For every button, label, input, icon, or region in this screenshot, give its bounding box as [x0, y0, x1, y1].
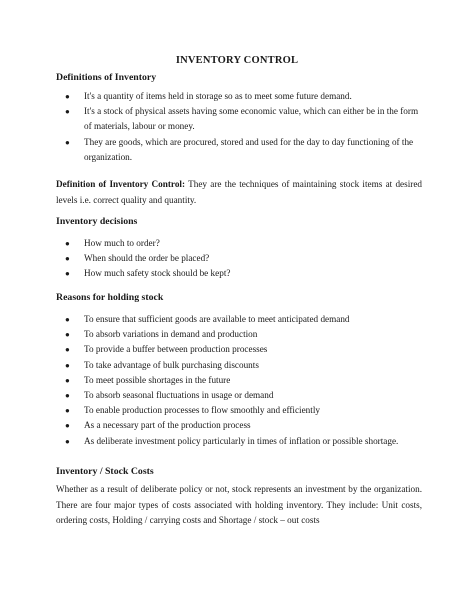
control-definition-paragraph	[56, 177, 422, 208]
list-item	[56, 327, 420, 342]
list-item	[56, 266, 420, 281]
bullet-icon: ●	[65, 330, 70, 340]
list-item	[56, 251, 420, 266]
bullet-icon: ●	[65, 436, 70, 446]
bullet-icon: ●	[65, 375, 70, 385]
costs-paragraph: Whether as a result of deliberate policy or not, stock represents an investment by the organization. There are four major types of costs associated with holding inventory. They include: Unit costs, ordering costs, Holding / carrying costs and Shortage / stock – out costs	[56, 484, 422, 526]
list-item-text: They are goods, which are procured, stored and used for the day to day functioning of the organization.	[84, 136, 414, 162]
bullet-icon: ●	[65, 92, 70, 101]
list-item	[56, 418, 420, 433]
list-item-text: When should the order be placed?	[84, 253, 210, 264]
list-item	[56, 312, 420, 327]
list-item-text: It's a stock of physical assets having some economic value, which can either be in the form of materials, labour or money.	[84, 106, 419, 132]
page-title: INVENTORY CONTROL	[175, 55, 299, 66]
bullet-icon: ●	[65, 391, 70, 401]
bullet-icon: ●	[65, 360, 70, 370]
bullet-icon: ●	[65, 269, 70, 279]
bullet-icon: ●	[65, 315, 70, 324]
list-item-text: To ensure that sufficient goods are available to meet anticipated demand	[84, 314, 350, 324]
costs-heading: Inventory / Stock Costs	[56, 466, 154, 477]
list-item-text: It's a quantity of items held in storage so as to meet some future demand.	[84, 91, 352, 101]
definitions-heading: Definitions of Inventory	[56, 72, 157, 83]
bullet-icon: ●	[65, 421, 70, 431]
bullet-icon: ●	[65, 406, 70, 416]
list-item	[56, 89, 420, 104]
definitions-list	[56, 89, 420, 165]
list-item	[56, 373, 420, 388]
bullet-icon: ●	[65, 107, 70, 117]
list-item-text: To absorb variations in demand and production	[84, 329, 258, 340]
decisions-list	[56, 236, 420, 282]
list-item-text: To provide a buffer between production processes	[84, 344, 268, 355]
bullet-icon: ●	[65, 137, 70, 147]
list-item	[56, 388, 420, 403]
bullet-icon: ●	[65, 345, 70, 355]
control-definition-text: They are the techniques of maintaining stock items at desired levels i.e. correct quality and quantity.	[56, 179, 422, 205]
list-item-text: How much to order?	[84, 238, 160, 248]
list-item-text: To absorb seasonal fluctuations in usage or demand	[84, 390, 274, 401]
list-item	[56, 403, 420, 418]
list-item	[56, 434, 420, 449]
list-item-text: As deliberate investment policy particularly in times of inflation or possible shortage.	[84, 435, 399, 446]
list-item	[56, 358, 420, 373]
list-item	[56, 342, 420, 357]
bullet-icon: ●	[65, 239, 70, 248]
reasons-list	[56, 312, 420, 449]
reasons-heading: Reasons for holding stock	[56, 292, 164, 303]
decisions-heading: Inventory decisions	[56, 216, 138, 227]
control-definition-label: Definition of Inventory Control:	[56, 179, 186, 189]
list-item	[56, 104, 420, 134]
list-item-text: As a necessary part of the production process	[84, 420, 251, 431]
list-item	[56, 236, 420, 251]
list-item-text: To enable production processes to flow smoothly and efficiently	[84, 405, 320, 416]
list-item	[56, 135, 420, 165]
list-item-text: How much safety stock should be kept?	[84, 268, 231, 279]
list-item-text: To take advantage of bulk purchasing discounts	[84, 359, 259, 370]
list-item-text: To meet possible shortages in the future	[84, 374, 231, 385]
bullet-icon: ●	[65, 254, 70, 264]
